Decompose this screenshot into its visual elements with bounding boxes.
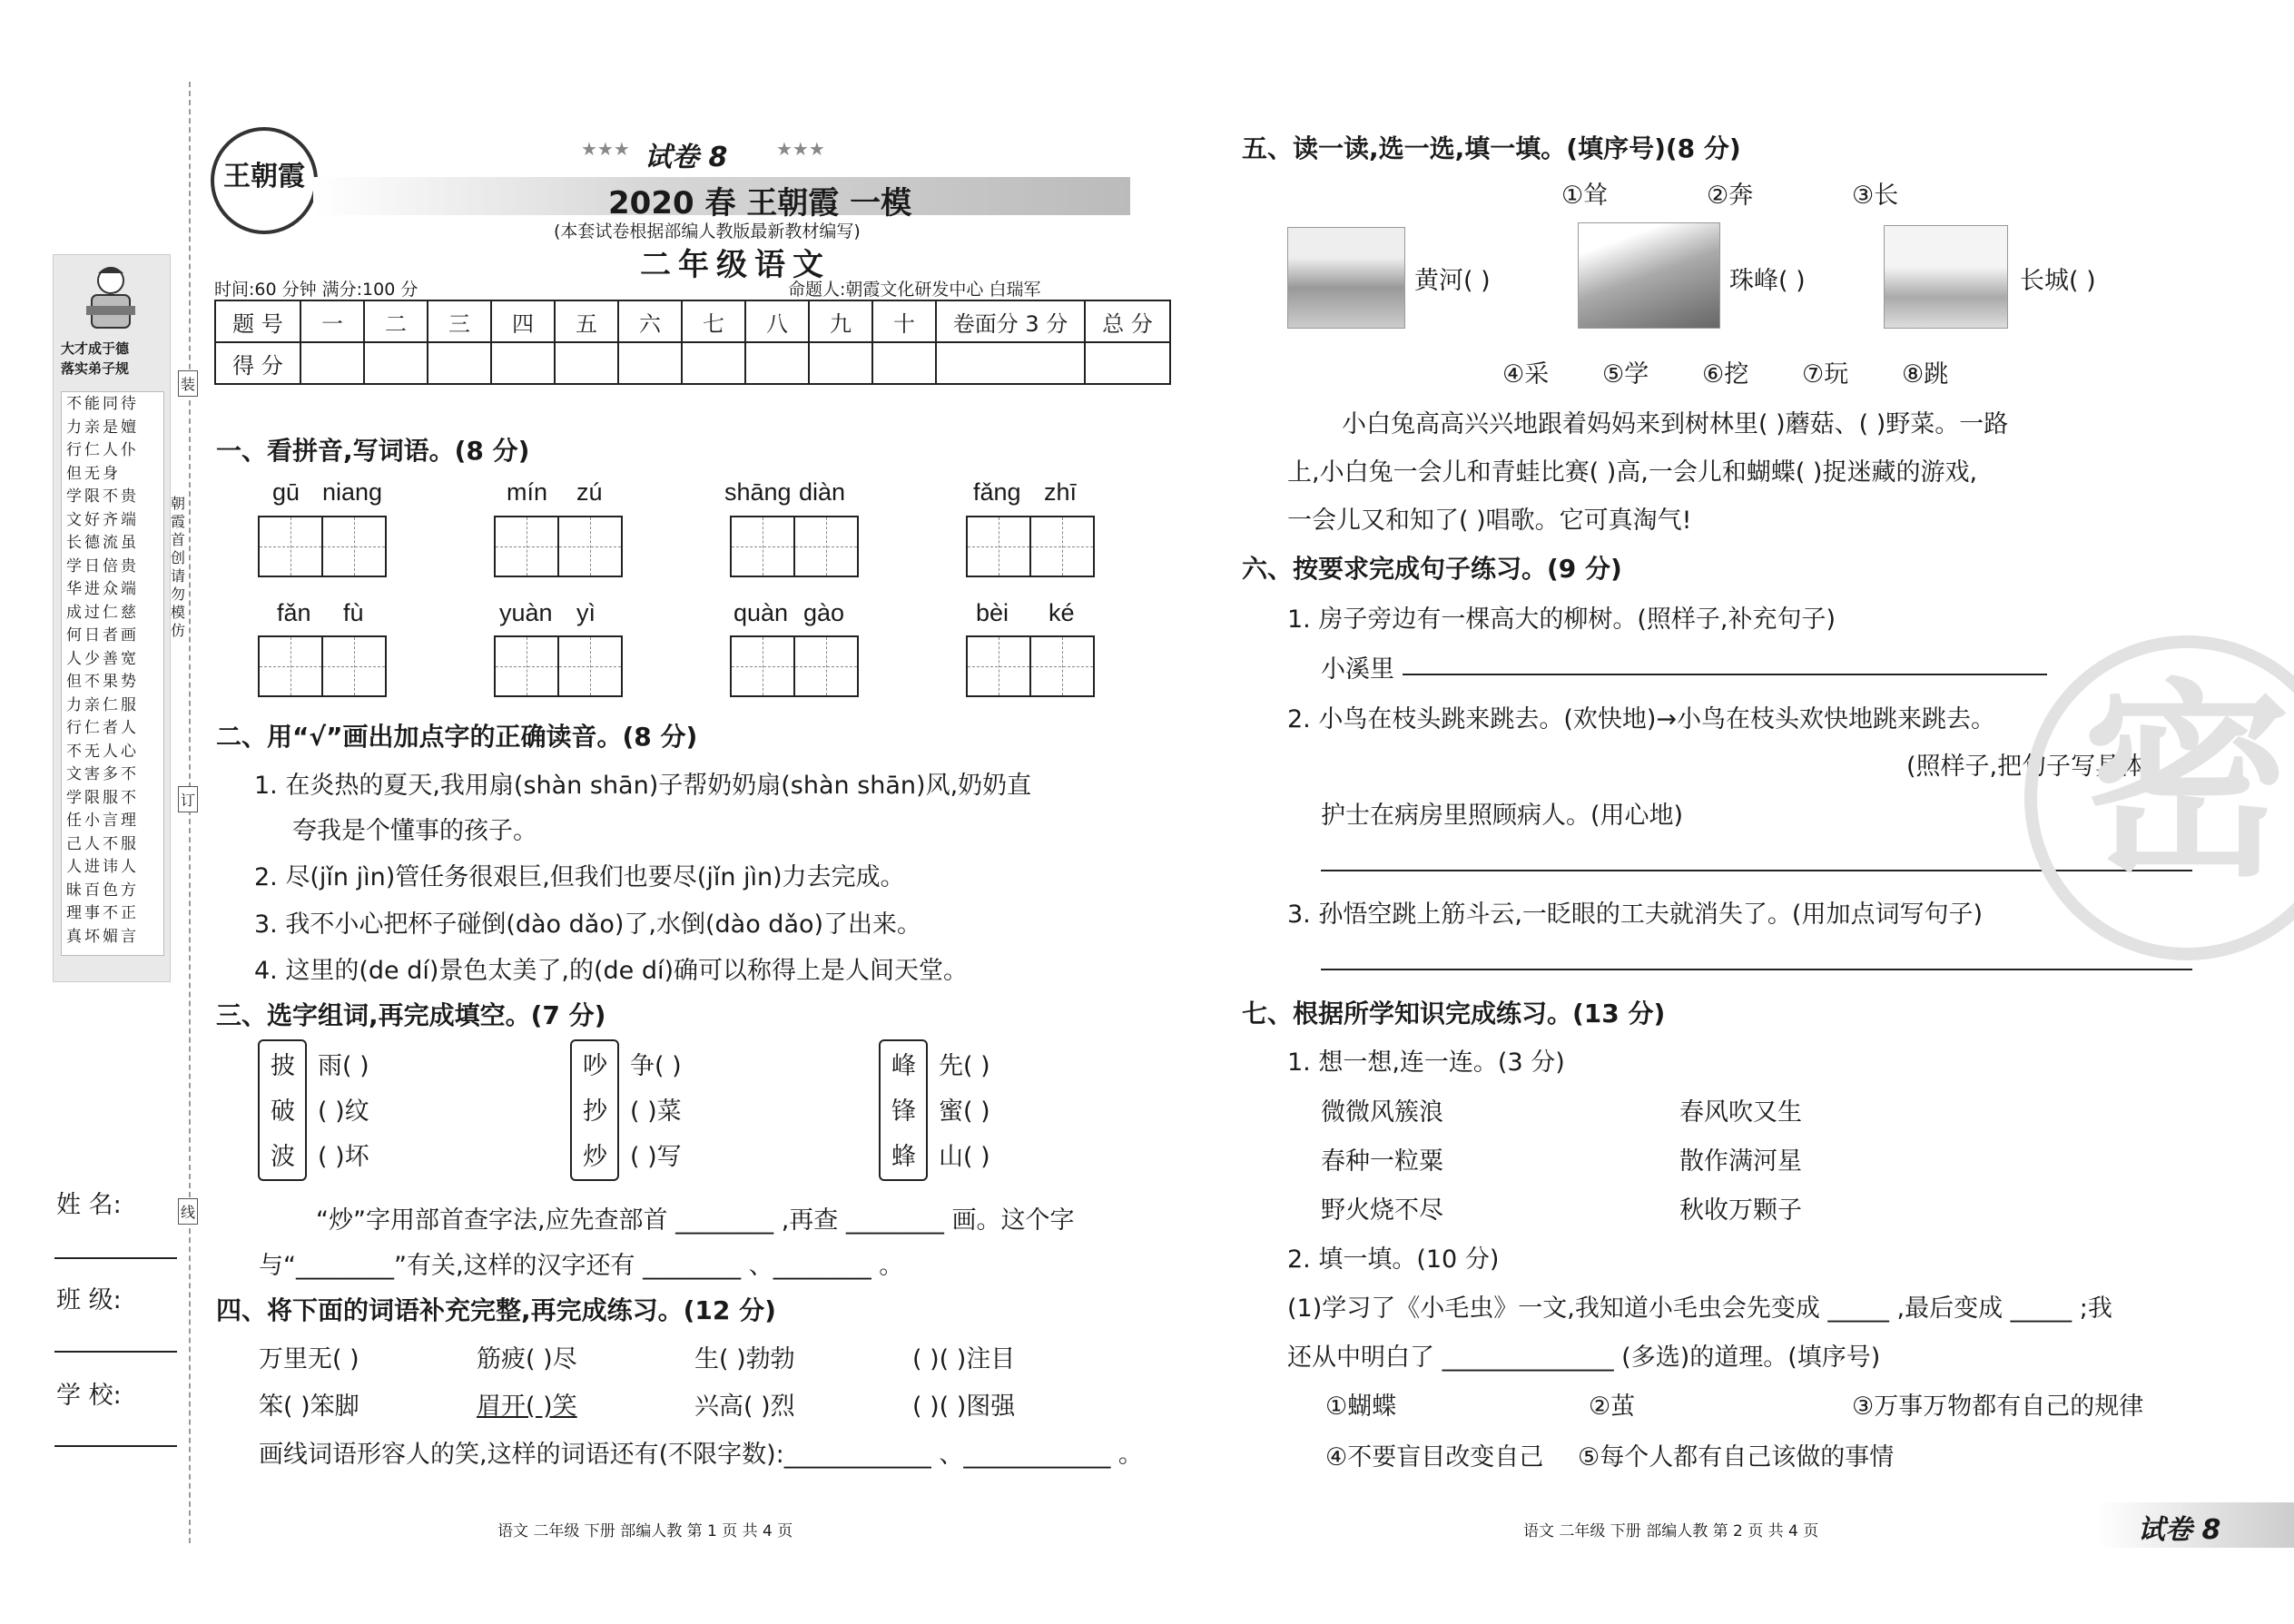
fill-option: ①蝴蝶	[1325, 1393, 1397, 1421]
section7-title: 七、根据所学知识完成练习。(13 分)	[1242, 999, 1666, 1029]
answer-line[interactable]	[1321, 969, 2192, 970]
score-head: 六	[618, 300, 682, 342]
pinyin: zú	[576, 478, 603, 506]
section2-title: 二、用“√”画出加点字的正确读音。(8 分)	[216, 722, 698, 752]
paper-tag-stars-right: ★★★	[776, 138, 825, 160]
char-option: 波	[271, 1143, 295, 1171]
idiom-underlined: 眉开( )笑	[477, 1393, 577, 1421]
pic-label: 黄河( )	[1414, 267, 1491, 295]
yellow-river-picture	[1287, 227, 1405, 329]
footer-right: 语文 二年级 下册 部编人教 第 2 页 共 4 页	[1523, 1522, 1819, 1540]
motto-line: 人少善宽	[66, 649, 139, 668]
motto-line: 长德流虽	[66, 534, 139, 552]
exam-title: 2020 春 王朝霞 一模	[608, 185, 912, 221]
score-cell[interactable]	[618, 342, 682, 384]
vertical-note: 朝霞首创 请勿模仿	[171, 495, 186, 639]
section3-title: 三、选字组词,再完成填空。(7 分)	[216, 1000, 606, 1030]
pic-label: 长城( )	[2020, 267, 2096, 295]
footer-left: 语文 二年级 下册 部编人教 第 1 页 共 4 页	[497, 1522, 793, 1540]
idiom: 筋疲( )尽	[477, 1345, 577, 1373]
class-field[interactable]	[54, 1351, 177, 1353]
writing-grid[interactable]	[730, 516, 859, 577]
word-blank: 雨( )	[318, 1052, 369, 1080]
pinyin: diàn	[799, 478, 846, 506]
score-cell[interactable]	[364, 342, 428, 384]
writing-grid[interactable]	[258, 635, 387, 697]
motto-line: 己人不服	[66, 834, 139, 853]
poem-left[interactable]: 野火烧不尽	[1321, 1196, 1443, 1225]
fold-line	[189, 82, 191, 1543]
motto-line: 昧百色方	[66, 881, 139, 900]
score-head: 卷面分 3 分	[936, 300, 1085, 342]
pinyin: niang	[322, 478, 383, 506]
motto-line: 人进讳人	[66, 858, 139, 876]
char-option: 吵	[583, 1052, 607, 1080]
pinyin: gū	[272, 478, 300, 506]
score-cell[interactable]	[491, 342, 555, 384]
name-field[interactable]	[54, 1257, 177, 1259]
section6-q3: 3. 孙悟空跳上筋斗云,一眨眼的工夫就消失了。(用加点词写句子)	[1287, 901, 1983, 929]
motto-line: 任小言理	[66, 812, 139, 830]
motto-line: 力亲仁服	[66, 695, 139, 714]
option: ②奔	[1707, 182, 1754, 210]
char-option: 炒	[583, 1143, 607, 1171]
pinyin: zhī	[1044, 478, 1078, 506]
char-option: 蜂	[891, 1143, 916, 1171]
section2-line2: 2. 尽(jǐn jìn)管任务很艰巨,但我们也要尽(jǐn jìn)力去完成。	[254, 863, 905, 891]
passage-line: 小白兔高高兴兴地跟着妈妈来到树林里( )蘑菇、( )野菜。一路	[1342, 410, 2009, 438]
idiom: 笨( )笨脚	[259, 1393, 359, 1421]
score-cell[interactable]	[936, 342, 1085, 384]
poem-right[interactable]: 春风吹又生	[1679, 1098, 1802, 1127]
option: ⑥挖	[1702, 360, 1749, 389]
footer-tag: 试卷 8	[2138, 1514, 2221, 1546]
school-label: 学 校:	[56, 1382, 122, 1410]
idiom: ( )( )注目	[912, 1345, 1016, 1373]
writing-grid[interactable]	[966, 516, 1095, 577]
word-blank: ( )写	[630, 1143, 682, 1171]
word-blank: 争( )	[630, 1052, 682, 1080]
poem-right[interactable]: 散作满河星	[1679, 1147, 1802, 1176]
seal-mark-2: 订	[178, 786, 198, 812]
school-field[interactable]	[54, 1445, 177, 1447]
brand-logo: 王朝霞	[211, 127, 318, 234]
word-blank: ( )纹	[318, 1097, 369, 1126]
slogan-2: 落实弟子规	[61, 360, 130, 377]
writing-grid[interactable]	[494, 635, 623, 697]
word-blank: ( )菜	[630, 1097, 682, 1126]
fill-option: ②茧	[1589, 1393, 1636, 1421]
score-cell[interactable]	[872, 342, 936, 384]
score-cell[interactable]	[1085, 342, 1170, 384]
section7-q2: 2. 填一填。(10 分)	[1287, 1245, 1500, 1274]
score-header-row	[215, 300, 1170, 342]
section7-q1: 1. 想一想,连一连。(3 分)	[1287, 1048, 1565, 1077]
poem-left[interactable]: 春种一粒粟	[1321, 1147, 1443, 1176]
time-info: 时间:60 分钟 满分:100 分	[214, 280, 418, 300]
motto-line: 行仁人仆	[66, 441, 139, 459]
score-cell[interactable]	[300, 342, 364, 384]
motto-line: 成过仁慈	[66, 603, 139, 622]
score-head: 三	[428, 300, 491, 342]
score-cell[interactable]	[809, 342, 872, 384]
score-cell[interactable]	[428, 342, 491, 384]
score-input-row	[215, 342, 1170, 384]
student-illustration	[81, 261, 141, 333]
seal-mark-3: 线	[178, 1198, 198, 1225]
pinyin: mín	[507, 478, 548, 506]
score-cell[interactable]	[555, 342, 618, 384]
score-head: 九	[809, 300, 872, 342]
score-head: 总 分	[1085, 300, 1170, 342]
section3-fill2: 与“________”有关,这样的汉字还有 ________ 、________ 。	[259, 1252, 904, 1280]
pinyin: shāng	[724, 478, 792, 506]
section2-line4: 4. 这里的(de dí)景色太美了,的(de dí)确可以称得上是人间天堂。	[254, 957, 969, 985]
section3-fill1: “炒”字用部首查字法,应先查部首 ________ ,再查 ________ 画。这个字	[316, 1206, 1075, 1235]
score-head: 十	[872, 300, 936, 342]
pic-label: 珠峰( )	[1729, 267, 1806, 295]
pinyin: bèi	[976, 599, 1009, 626]
score-head: 二	[364, 300, 428, 342]
score-head: 四	[491, 300, 555, 342]
poem-right[interactable]: 秋收万颗子	[1679, 1196, 1802, 1225]
option: ⑤学	[1602, 360, 1649, 389]
char-option: 锋	[891, 1097, 916, 1126]
option: ⑦玩	[1802, 360, 1849, 389]
paper-tag-stars-left: ★★★	[581, 138, 630, 160]
score-head: 题 号	[215, 300, 300, 342]
option: ⑧跳	[1902, 360, 1949, 389]
motto-line: 学限服不	[66, 788, 139, 807]
word-blank: 蜜( )	[939, 1097, 990, 1126]
motto-line: 不能同待	[66, 395, 139, 413]
score-head: 五	[555, 300, 618, 342]
idiom: 生( )勃勃	[694, 1345, 795, 1373]
motto-line: 何日者画	[66, 626, 139, 645]
section5-title: 五、读一读,选一选,填一填。(填序号)(8 分)	[1242, 133, 1741, 163]
section1-title: 一、看拼音,写词语。(8 分)	[216, 436, 530, 466]
exam-subtitle: (本套试卷根据部编人教版最新教材编写)	[554, 221, 861, 241]
idiom: 万里无( )	[259, 1345, 359, 1373]
pinyin: yì	[576, 599, 596, 626]
pinyin: ké	[1049, 599, 1075, 626]
motto-line: 文好齐端	[66, 510, 139, 529]
grade-title: 二年级语文	[640, 247, 831, 283]
motto-line: 理事不正	[66, 904, 139, 922]
writing-grid[interactable]	[730, 635, 859, 697]
class-label: 班 级:	[56, 1286, 122, 1314]
pinyin: fù	[343, 599, 364, 626]
option: ③长	[1852, 182, 1899, 210]
section2-line1b: 夸我是个懂事的孩子。	[292, 817, 537, 845]
writing-grid[interactable]	[494, 516, 623, 577]
motto-line: 华进众端	[66, 580, 139, 598]
word-blank: 先( )	[939, 1052, 990, 1080]
motto-list	[66, 393, 161, 949]
section6-q2-task: 护士在病房里照顾病人。(用心地)	[1321, 802, 1684, 830]
fill-option: ⑤每个人都有自己该做的事情	[1578, 1443, 1895, 1471]
section4-title: 四、将下面的词语补充完整,再完成练习。(12 分)	[216, 1295, 776, 1325]
section7-q2-line2: 还从中明白了 ______________ (多选)的道理。(填序号)	[1287, 1343, 1881, 1372]
motto-line: 行仁者人	[66, 719, 139, 737]
score-head: 七	[682, 300, 745, 342]
score-table	[214, 300, 1171, 385]
pinyin: gào	[803, 599, 845, 626]
fill-option: ④不要盲目改变自己	[1325, 1443, 1544, 1471]
idiom: ( )( )图强	[912, 1393, 1016, 1421]
section6-q1-prefix: 小溪里	[1321, 655, 1394, 684]
char-option: 抄	[583, 1097, 607, 1126]
char-option: 破	[271, 1097, 295, 1126]
sidebar-panel	[53, 254, 171, 982]
section4-note: 画线词语形容人的笑,这样的词语还有(不限字数):____________ 、____________ 。	[259, 1441, 1143, 1469]
idiom: 兴高( )烈	[694, 1393, 795, 1421]
option: ④采	[1502, 360, 1550, 389]
everest-picture	[1578, 222, 1720, 329]
name-label: 姓 名:	[56, 1191, 122, 1219]
great-wall-picture	[1884, 225, 2008, 329]
pinyin: quàn	[733, 599, 789, 626]
confidential-watermark: 密	[2024, 635, 2294, 960]
writing-grid[interactable]	[258, 516, 387, 577]
motto-line: 学日倍贵	[66, 556, 139, 576]
passage-line: 上,小白兔一会儿和青蛙比赛( )高,一会儿和蝴蝶( )捉迷藏的游戏,	[1287, 458, 1978, 487]
motto-line: 但不果势	[66, 673, 139, 691]
motto-line: 不无人心	[66, 742, 139, 761]
poem-left[interactable]: 微微风簇浪	[1321, 1098, 1443, 1127]
word-blank: ( )坏	[318, 1143, 369, 1171]
section2-line3: 3. 我不小心把杯子碰倒(dào dǎo)了,水倒(dào dǎo)了出来。	[254, 910, 922, 939]
section7-q2-line1: (1)学习了《小毛虫》一文,我知道小毛虫会先变成 _____ ,最后变成 _____ ;我	[1287, 1294, 2112, 1323]
score-cell[interactable]	[682, 342, 745, 384]
section6-q1: 1. 房子旁边有一棵高大的柳树。(照样子,补充句子)	[1287, 605, 1836, 634]
section6-title: 六、按要求完成句子练习。(9 分)	[1242, 554, 1622, 584]
answer-line[interactable]	[1403, 674, 2047, 675]
pinyin: yuàn	[499, 599, 553, 626]
section6-q2-note: (照样子,把句子写具体)	[1906, 753, 2154, 781]
score-cell[interactable]	[745, 342, 809, 384]
section6-q2: 2. 小鸟在枝头跳来跳去。(欢快地)→小鸟在枝头欢快地跳来跳去。	[1287, 705, 1996, 733]
seal-mark-1: 装	[178, 370, 198, 397]
char-option: 峰	[891, 1052, 916, 1080]
pinyin: fǎn	[277, 599, 311, 626]
char-option: 披	[271, 1052, 295, 1080]
section2-line1: 1. 在炎热的夏天,我用扇(shàn shān)子帮奶奶扇(shàn shān)风,奶奶直	[254, 772, 1032, 800]
motto-line: 文害多不	[66, 765, 139, 783]
writing-grid[interactable]	[966, 635, 1095, 697]
fill-option: ③万事万物都有自己的规律	[1852, 1393, 2144, 1421]
score-head: 一	[300, 300, 364, 342]
motto-line: 但无身	[66, 464, 121, 483]
pinyin: fǎng	[973, 478, 1021, 506]
option: ①耸	[1561, 182, 1609, 210]
score-head: 八	[745, 300, 809, 342]
score-row-label: 得 分	[215, 342, 300, 384]
motto-line: 力亲是嬗	[66, 418, 139, 437]
motto-line: 学限不贵	[66, 487, 139, 506]
paper-tag: 试卷 8	[645, 142, 728, 173]
passage-line: 一会儿又和知了( )唱歌。它可真淘气!	[1287, 507, 1692, 535]
motto-line: 真坏媚言	[66, 927, 139, 946]
slogan-1: 大才成于德	[61, 340, 130, 357]
word-blank: 山( )	[939, 1143, 990, 1171]
author-info: 命题人:朝霞文化研发中心 白瑞军	[788, 280, 1041, 300]
